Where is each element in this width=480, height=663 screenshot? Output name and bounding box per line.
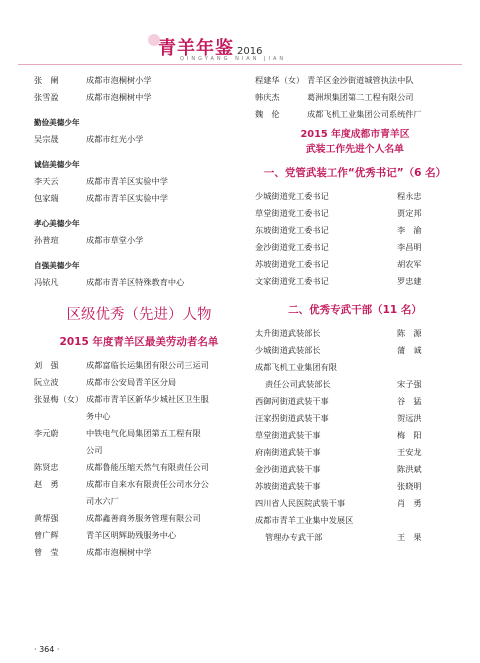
right-column (255, 72, 455, 546)
left-column (34, 72, 244, 561)
position-title: 文家街道党工委书记 (255, 276, 329, 286)
person-name: 王 果 (397, 532, 422, 542)
list-item (255, 427, 455, 444)
yearbook-logo (158, 34, 287, 62)
list-item (255, 461, 455, 478)
position-title: 东坡街道党工委书记 (255, 225, 329, 235)
armed-title-line1: 2015 年度成都市青羊区 (300, 129, 410, 140)
position-title: 苏坡街道武装干事 (255, 481, 321, 491)
category-title: 孝心美德少年 (34, 219, 80, 228)
position-title: 太升街道武装部长 (255, 328, 321, 338)
position-title: 金沙街道党工委书记 (255, 242, 329, 252)
category-title: 自强美德少年 (34, 261, 80, 270)
list-item (255, 410, 455, 427)
page-header (0, 0, 480, 62)
list-item (34, 232, 244, 249)
organization: 成都鲁能压缩天然气有限责任公司 (86, 462, 209, 472)
category-list (34, 232, 244, 249)
right-top-list (255, 72, 455, 123)
organization: 公司 (86, 445, 103, 455)
person-name: 张雪盈 (34, 92, 59, 102)
list-item (255, 205, 455, 222)
person-name (34, 493, 86, 510)
list-item (255, 376, 455, 393)
category-list (34, 274, 244, 291)
position-title: 成都飞机工业集团有限 (255, 362, 337, 372)
list-item (34, 476, 244, 493)
person-name (397, 359, 455, 376)
list-item (255, 478, 455, 495)
list-item (34, 459, 244, 476)
list-item (255, 106, 455, 123)
person-name: 阮立波 (34, 377, 59, 387)
list-item (34, 493, 244, 510)
person-name: 程永忠 (397, 191, 422, 201)
secretary-list (255, 188, 455, 290)
person-name (397, 512, 455, 529)
person-name: 韩庆杰 (255, 92, 280, 102)
position-title: 府南街道武装干事 (255, 447, 321, 457)
person-name: 包家瑞 (34, 193, 59, 203)
logo-text: 青羊年鉴 (158, 38, 234, 59)
list-item (255, 89, 455, 106)
organization: 成都市泡桐树小学 (86, 75, 152, 85)
person-name: 宋子强 (397, 379, 422, 389)
list-item (255, 393, 455, 410)
list-item (255, 444, 455, 461)
organization: 成都市红光小学 (86, 134, 144, 144)
person-name: 蒲 诚 (397, 345, 422, 355)
person-name: 张 阑 (34, 75, 59, 85)
organization: 青羊区金沙街道城管执法中队 (307, 75, 414, 85)
armed-section-title (255, 127, 455, 157)
organization: 成都市公安局青羊区分局 (86, 377, 177, 387)
person-name: 张显梅（女） (34, 394, 84, 404)
organization: 成都市自来水有限责任公司水分公 (86, 479, 209, 489)
person-name: 罗忠建 (397, 276, 422, 286)
left-top-list (34, 72, 244, 106)
person-name: 李昌明 (397, 242, 422, 252)
list-item (34, 173, 244, 190)
list-item (34, 131, 244, 148)
organization: 成都鑫善商务服务管理有限公司 (86, 513, 201, 523)
list-item (255, 495, 455, 512)
category-title: 勤俭美德少年 (34, 118, 80, 127)
organization: 成都市青羊区实验中学 (86, 193, 168, 203)
list-item (34, 274, 244, 291)
section-subtitle: 2015 年度青羊区最美劳动者名单 (59, 336, 219, 348)
laborer-list (34, 357, 244, 561)
person-name: 曾广辉 (34, 530, 59, 540)
position-title: 西御河街道武装干事 (255, 396, 329, 406)
organization: 成都市青羊区特殊教育中心 (86, 277, 185, 287)
position-title: 成都市青羊工业集中发展区 (255, 515, 354, 525)
armed-sub2-title: 二、优秀专武干部（11 名） (288, 304, 422, 316)
person-name: 黄帮强 (34, 513, 59, 523)
organization: 青羊区明辉助残服务中心 (86, 530, 177, 540)
list-item (34, 442, 244, 459)
list-item (255, 72, 455, 89)
position-title: 少城街道党工委书记 (255, 191, 329, 201)
list-item (34, 190, 244, 207)
person-name (34, 408, 86, 425)
list-item (34, 357, 244, 374)
category-title: 诚信美德少年 (34, 160, 80, 169)
person-name (34, 442, 86, 459)
list-item (255, 325, 455, 342)
list-item (34, 89, 244, 106)
list-item (34, 544, 244, 561)
person-name: 贾定邦 (397, 208, 422, 218)
position-title: 管理办专武干部 (265, 532, 323, 542)
position-title: 金沙街道武装干事 (255, 464, 321, 474)
position-title: 草堂街道党工委书记 (255, 208, 329, 218)
list-item (255, 273, 455, 290)
person-name: 谷 猛 (397, 396, 422, 406)
list-item (34, 527, 244, 544)
list-item (255, 256, 455, 273)
armed-sub1-title: 一、党管武装工作“优秀书记”（6 名） (263, 167, 447, 179)
list-item (255, 359, 455, 376)
person-name: 贺远洪 (397, 413, 422, 423)
person-name: 刘 强 (34, 360, 59, 370)
organization: 葛洲坝集团第二工程有限公司 (307, 92, 414, 102)
person-name: 曾 莹 (34, 547, 59, 557)
list-item (34, 72, 244, 89)
list-item (34, 391, 244, 408)
logo-year: 2016 (237, 46, 263, 57)
list-item (255, 239, 455, 256)
person-name: 梅 阳 (397, 430, 422, 440)
organization: 成都市泡桐树中学 (86, 547, 152, 557)
organization: 成都市草堂小学 (86, 235, 144, 245)
position-title: 苏坡街道党工委书记 (255, 259, 329, 269)
header-divider (18, 64, 462, 65)
list-item (34, 510, 244, 527)
person-name: 张晓明 (397, 481, 422, 491)
organization: 成都富临长运集团有限公司三运司 (86, 360, 209, 370)
cadre-list (255, 325, 455, 546)
organization: 成都市青羊区实验中学 (86, 176, 168, 186)
list-item (255, 222, 455, 239)
person-name: 冯铱凡 (34, 277, 59, 287)
category-list (34, 173, 244, 207)
list-item (34, 425, 244, 442)
person-name: 程建华（女） (255, 75, 305, 85)
position-title: 责任公司武装部长 (265, 379, 331, 389)
person-name: 李元蔚 (34, 428, 59, 438)
position-title: 四川省人民医院武装干事 (255, 498, 346, 508)
list-item (255, 529, 455, 546)
organization: 成都飞机工业集团公司系统件厂 (307, 109, 422, 119)
person-name: 吴宗晟 (34, 134, 59, 144)
organization: 成都市泡桐树中学 (86, 92, 152, 102)
logo-pinyin: QINGYANG NIAN JIAN (180, 56, 287, 62)
list-item (255, 188, 455, 205)
position-title: 草堂街道武装干事 (255, 430, 321, 440)
person-name: 李天云 (34, 176, 59, 186)
person-name: 魏 伦 (255, 109, 280, 119)
person-name: 陈 源 (397, 328, 422, 338)
person-name: 陈贤忠 (34, 462, 59, 472)
position-title: 汪家拐街道武装干事 (255, 413, 329, 423)
category-list (34, 131, 244, 148)
list-item (34, 408, 244, 425)
person-name: 李 渝 (397, 225, 422, 235)
page-number: · 364 · (34, 645, 60, 654)
organization: 司水六厂 (86, 496, 119, 506)
armed-title-line2: 武装工作先进个人名单 (306, 144, 404, 155)
list-item (34, 374, 244, 391)
list-item (255, 512, 455, 529)
section-title: 区级优秀（先进）人物 (66, 307, 212, 323)
organization: 中铁电气化局集团第五工程有限 (86, 428, 201, 438)
person-name: 胡农军 (397, 259, 422, 269)
person-name: 陈洪斌 (397, 464, 422, 474)
organization: 务中心 (86, 411, 111, 421)
organization: 成都市青羊区新华少城社区卫生服 (86, 394, 209, 404)
person-name: 肖 勇 (397, 498, 422, 508)
person-name: 孙普瑄 (34, 235, 59, 245)
position-title: 少城街道武装部长 (255, 345, 321, 355)
person-name: 王安龙 (397, 447, 422, 457)
person-name: 赵 勇 (34, 479, 59, 489)
list-item (255, 342, 455, 359)
